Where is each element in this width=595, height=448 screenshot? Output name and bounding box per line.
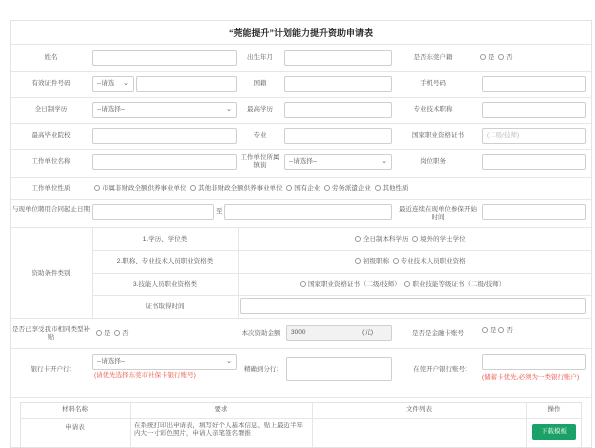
- divider: [10, 318, 592, 319]
- radio-subsidy-no[interactable]: [114, 330, 120, 336]
- insurance-label: 最近连续在现单位参保开始时间: [399, 206, 477, 221]
- subsidy-radios[interactable]: [96, 330, 129, 338]
- cert-label: 国家职业资格证书: [412, 132, 464, 139]
- amount-value: 3000: [291, 329, 306, 336]
- radio-cat2-1[interactable]: [393, 258, 399, 264]
- cert-placeholder: (二级/技师): [487, 132, 520, 139]
- cert-time-label: 证书取得时间: [145, 303, 185, 310]
- radio-cat3-1[interactable]: [404, 281, 410, 287]
- application-form: [10, 0, 592, 448]
- chevron-down-icon: ⌄: [381, 158, 387, 165]
- position-input[interactable]: [482, 154, 586, 170]
- nature-label: 工作单位性质: [31, 185, 71, 192]
- to-label: 至: [216, 208, 223, 215]
- contract-start-input[interactable]: [92, 204, 214, 220]
- radio-cat1-1[interactable]: [412, 236, 418, 242]
- divider: [10, 397, 592, 398]
- radio-yes[interactable]: [480, 54, 486, 60]
- divider: [92, 295, 592, 296]
- cat3-option-label: 国家职业资格证书（二级/技师）: [308, 281, 401, 288]
- cat2-option-label: 专业技术人员职业资格: [400, 258, 466, 265]
- nature-option-label: 劳务派遣企业: [331, 185, 371, 192]
- category-item-2: 2.职称、专业技术人员职业资格类: [116, 258, 214, 265]
- id-type-value: --请选: [97, 80, 115, 87]
- divider: [10, 44, 592, 45]
- cat1-option-label: 境外的学士学位: [420, 236, 466, 243]
- branch-input[interactable]: [286, 357, 392, 381]
- radio-finance-no[interactable]: [498, 327, 504, 333]
- radio-nature-3[interactable]: [324, 185, 330, 191]
- col-ops-header: 操作: [547, 406, 561, 413]
- phone-input[interactable]: [482, 76, 586, 92]
- divider: [10, 227, 592, 228]
- school-input[interactable]: [92, 128, 237, 144]
- col-req-header: 要求: [214, 406, 228, 413]
- nature-option-label: 国有企业: [294, 185, 321, 192]
- id-number-input[interactable]: [136, 76, 237, 92]
- radio-finance-yes[interactable]: [482, 327, 488, 333]
- school-label: 最高毕业院校: [31, 132, 71, 139]
- cat2-option-label: 初级职称: [363, 258, 389, 265]
- district-value: --请选择--: [289, 158, 318, 165]
- cert-time-input[interactable]: [240, 298, 586, 314]
- skill-cert-radios[interactable]: [300, 281, 505, 289]
- amount-label: 本次资助金额: [241, 330, 281, 337]
- contract-label: 与现单位聘用合同起止日期: [12, 206, 90, 213]
- radio-no-label: 否: [506, 54, 513, 61]
- edu-degree-radios[interactable]: [355, 236, 466, 244]
- divider: [10, 97, 592, 98]
- prof-title-input[interactable]: [482, 102, 586, 118]
- company-label: 工作单位名称: [31, 158, 71, 165]
- dongguan-hukou-label: 是否东莞户籍: [413, 54, 453, 61]
- phone-label: 手机号码: [420, 80, 446, 87]
- material-requirement: 在系统打印出申请表，填写好个人基本信息、贴上最近半年内大一寸彩色照片，申请人亲笔签名署推: [134, 422, 303, 437]
- account-label: 在莞开户银行账号:: [413, 366, 467, 373]
- subsidy-label: 是否已享受我市相同类型补贴: [12, 326, 90, 341]
- nature-option-label: 其他非财政全额供养事业单位: [198, 185, 283, 192]
- cat1-option-label: 全日制本科学历: [363, 236, 409, 243]
- insurance-input[interactable]: [482, 204, 586, 220]
- major-label: 专业: [253, 132, 267, 139]
- radio-no-label: 否: [506, 327, 513, 334]
- nation-label: 国籍: [253, 80, 267, 87]
- edu-value: --请选择--: [97, 106, 126, 113]
- divider: [10, 71, 592, 72]
- col-files-header: 文件列表: [406, 406, 432, 413]
- district-label: 工作单位所属镇街: [240, 154, 280, 169]
- divider: [92, 273, 592, 274]
- bank-hint: (请优先选择东莞市社保卡银行账号): [94, 372, 196, 379]
- divider: [10, 348, 592, 349]
- category-item-3: 3.技能人员职业资格类: [133, 281, 197, 288]
- finance-card-radios[interactable]: [482, 327, 513, 335]
- highest-edu-label: 最高学历: [247, 106, 273, 113]
- cert-input[interactable]: [482, 128, 586, 144]
- company-input[interactable]: [92, 154, 237, 170]
- radio-cat3-0[interactable]: [300, 281, 306, 287]
- id-type-label: 有效证件号码: [31, 80, 71, 87]
- divider: [10, 199, 592, 200]
- edu-label: 全日制学历: [34, 106, 68, 113]
- chevron-down-icon: ⌄: [123, 80, 129, 87]
- radio-no[interactable]: [498, 54, 504, 60]
- name-input[interactable]: [92, 50, 237, 66]
- radio-nature-2[interactable]: [286, 185, 292, 191]
- bank-value: --请选择--: [97, 358, 126, 365]
- col-name-header: 材料名称: [62, 406, 88, 413]
- amount-unit: (元): [362, 329, 373, 336]
- page-title: “莞能提升”计划能力提升资助申请表: [228, 28, 373, 38]
- nature-option-label: 市属非财政全额供养事业单位: [102, 185, 187, 192]
- chevron-down-icon: ⌄: [226, 106, 232, 113]
- download-template-button[interactable]: 下载模板: [532, 424, 576, 440]
- radio-subsidy-yes[interactable]: [96, 330, 102, 336]
- chevron-down-icon: ⌄: [226, 358, 232, 365]
- nation-input[interactable]: [284, 76, 392, 92]
- radio-yes-label: 是: [104, 330, 111, 337]
- amount-input: [286, 325, 392, 341]
- radio-nature-4[interactable]: [375, 185, 381, 191]
- branch-label: 精确到分行:: [243, 366, 279, 373]
- cat3-option-label: 职业技能等级证书（二级/技师）: [412, 281, 506, 288]
- category-label: 资助条件类别: [31, 270, 71, 277]
- nature-radios[interactable]: [94, 185, 409, 193]
- id-type-select[interactable]: [92, 76, 134, 92]
- divider: [10, 177, 592, 178]
- bank-label: 银行卡开户行:: [30, 366, 72, 373]
- birth-label: 出生年月: [247, 54, 273, 61]
- radio-no-label: 否: [122, 330, 129, 337]
- divider: [20, 418, 582, 419]
- finance-card-label: 是否是金融卡账号: [412, 330, 464, 337]
- nature-option-label: 其他性质: [382, 185, 409, 192]
- highest-edu-input[interactable]: [284, 102, 392, 118]
- major-input[interactable]: [284, 128, 392, 144]
- prof-title-radios[interactable]: [355, 258, 466, 266]
- category-item-1: 1.学历、学位类: [142, 236, 188, 243]
- dongguan-hukou-radios[interactable]: [480, 54, 513, 62]
- radio-cat1-0[interactable]: [355, 236, 361, 242]
- radio-cat2-0[interactable]: [355, 258, 361, 264]
- contract-end-input[interactable]: [224, 204, 392, 220]
- divider: [10, 123, 592, 124]
- prof-title-label: 专业技术职称: [413, 106, 453, 113]
- district-select[interactable]: [284, 154, 392, 170]
- radio-yes-label: 是: [488, 54, 495, 61]
- divider: [10, 149, 592, 150]
- radio-nature-0[interactable]: [94, 185, 100, 191]
- radio-yes-label: 是: [490, 327, 497, 334]
- birth-input[interactable]: [284, 50, 392, 66]
- account-hint: (储蓄卡优先,必须为一类银行账户): [482, 374, 580, 381]
- name-label: 姓名: [44, 54, 58, 61]
- divider: [92, 250, 592, 251]
- edu-select[interactable]: [92, 102, 237, 118]
- bank-select[interactable]: [92, 354, 237, 370]
- account-input[interactable]: [482, 354, 586, 370]
- position-label: 岗位职务: [420, 158, 446, 165]
- material-name: 申请表: [65, 424, 85, 431]
- radio-nature-1[interactable]: [190, 185, 196, 191]
